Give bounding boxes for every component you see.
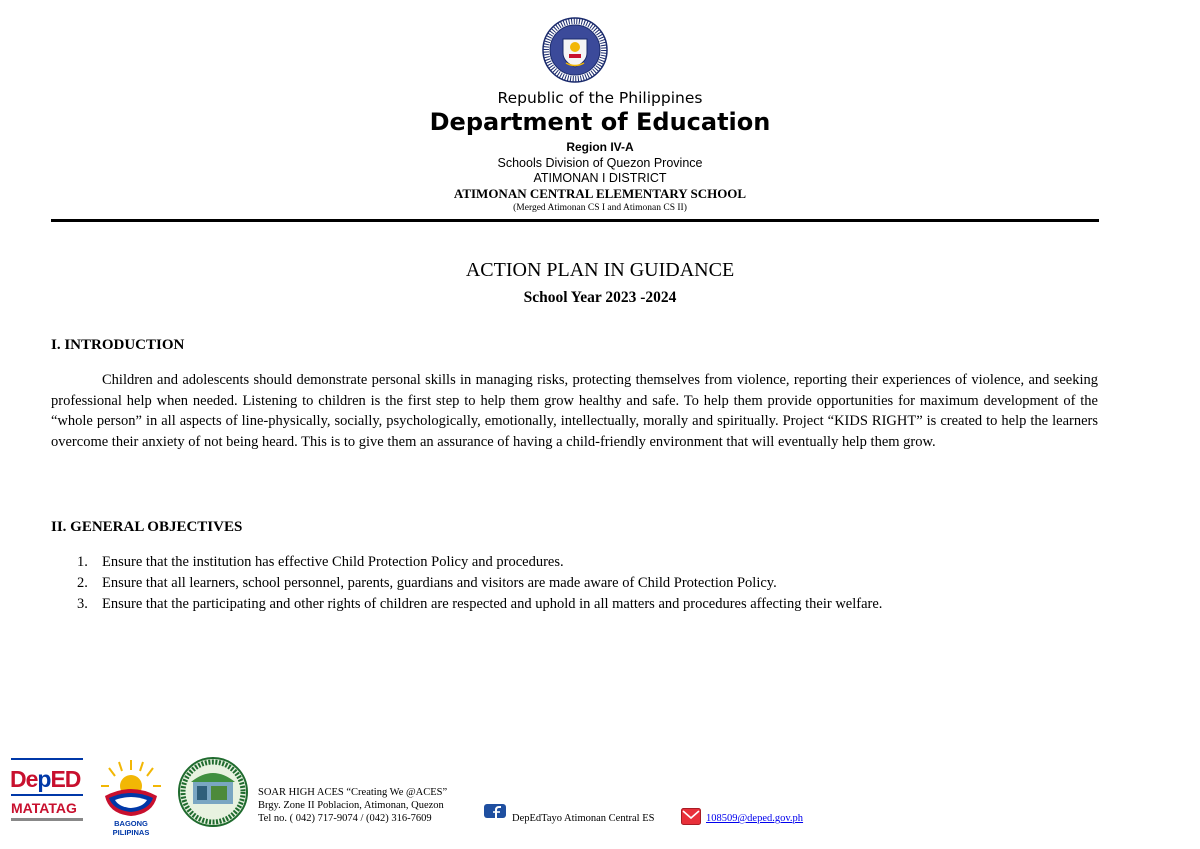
list-text: Ensure that all learners, school personnel, parents, guardians and visitors are made aware of Child Protection Policy. [102, 575, 777, 591]
department-title: Department of Education [429, 108, 771, 136]
school-name: ATIMONAN CENTRAL ELEMENTARY SCHOOL [453, 186, 747, 201]
deped-matatag-logo [10, 756, 84, 828]
list-text: Ensure that the participating and other rights of children are respected and uphold in all matters and procedures affecting their welfare. [102, 596, 883, 612]
matatag-logo-text: MATATAG [11, 800, 77, 816]
list-number: 2. [77, 575, 88, 591]
region-line: Region IV-A [566, 140, 634, 154]
objectives-heading: II. GENERAL OBJECTIVES [51, 519, 243, 535]
school-seal-icon [177, 752, 249, 832]
list-item [51, 552, 1098, 573]
bagong-pilipinas-logo [95, 756, 167, 837]
document-title: ACTION PLAN IN GUIDANCE [465, 259, 735, 281]
bagong-pilipinas-sun-icon [95, 756, 167, 818]
school-telephone: Tel no. ( 042) 717-9074 / (042) 316-7609 [258, 813, 432, 824]
deped-seal-icon [542, 17, 608, 83]
list-item [51, 573, 1098, 594]
list-number: 1. [77, 554, 88, 570]
school-address: Brgy. Zone II Poblacion, Atimonan, Quezon [258, 800, 444, 811]
facebook-icon [484, 804, 506, 818]
introduction-heading: I. INTRODUCTION [51, 337, 185, 353]
list-item [51, 594, 1098, 615]
email-link[interactable]: 108509@deped.gov.ph [706, 813, 804, 824]
facebook-page-name: DepEdTayo Atimonan Central ES [512, 813, 655, 824]
school-contact-block [258, 786, 447, 825]
district-line: ATIMONAN I DISTRICT [533, 171, 667, 185]
school-year: School Year 2023 -2024 [523, 289, 677, 306]
introduction-paragraph: Children and adolescents should demonstrate personal skills in managing risks, protecting themselves from violence, reporting their experiences of violence, and seeking professional help when needed. Listening to children is the first step to help them grow healthy and safe. To help them provide opportunities for maximum development of the “whole person” in all aspects of line-physically, socially, psychologically, emotionally, intellectually, morally and spiritually. Project “KIDS RIGHT” is created to help the learners overcome their anxiety of not being heard. This is to give them an assurance of having a child-friendly environment that will eventually help them grow. [51, 372, 1098, 450]
republic-line: Republic of the Philippines [497, 89, 703, 107]
list-number: 3. [77, 596, 88, 612]
objectives-list [51, 552, 1098, 615]
merged-note: (Merged Atimonan CS I and Atimonan CS II) [513, 203, 687, 213]
list-text: Ensure that the institution has effective Child Protection Policy and procedures. [102, 554, 564, 570]
division-line: Schools Division of Quezon Province [497, 156, 703, 170]
school-motto: SOAR HIGH ACES “Creating We @ACES” [258, 787, 448, 798]
email-icon [681, 808, 701, 825]
bagong-pilipinas-text: BAGONG PILIPINAS [112, 819, 150, 837]
header-rule [51, 219, 1099, 222]
deped-logo-text: DepED [10, 766, 81, 792]
